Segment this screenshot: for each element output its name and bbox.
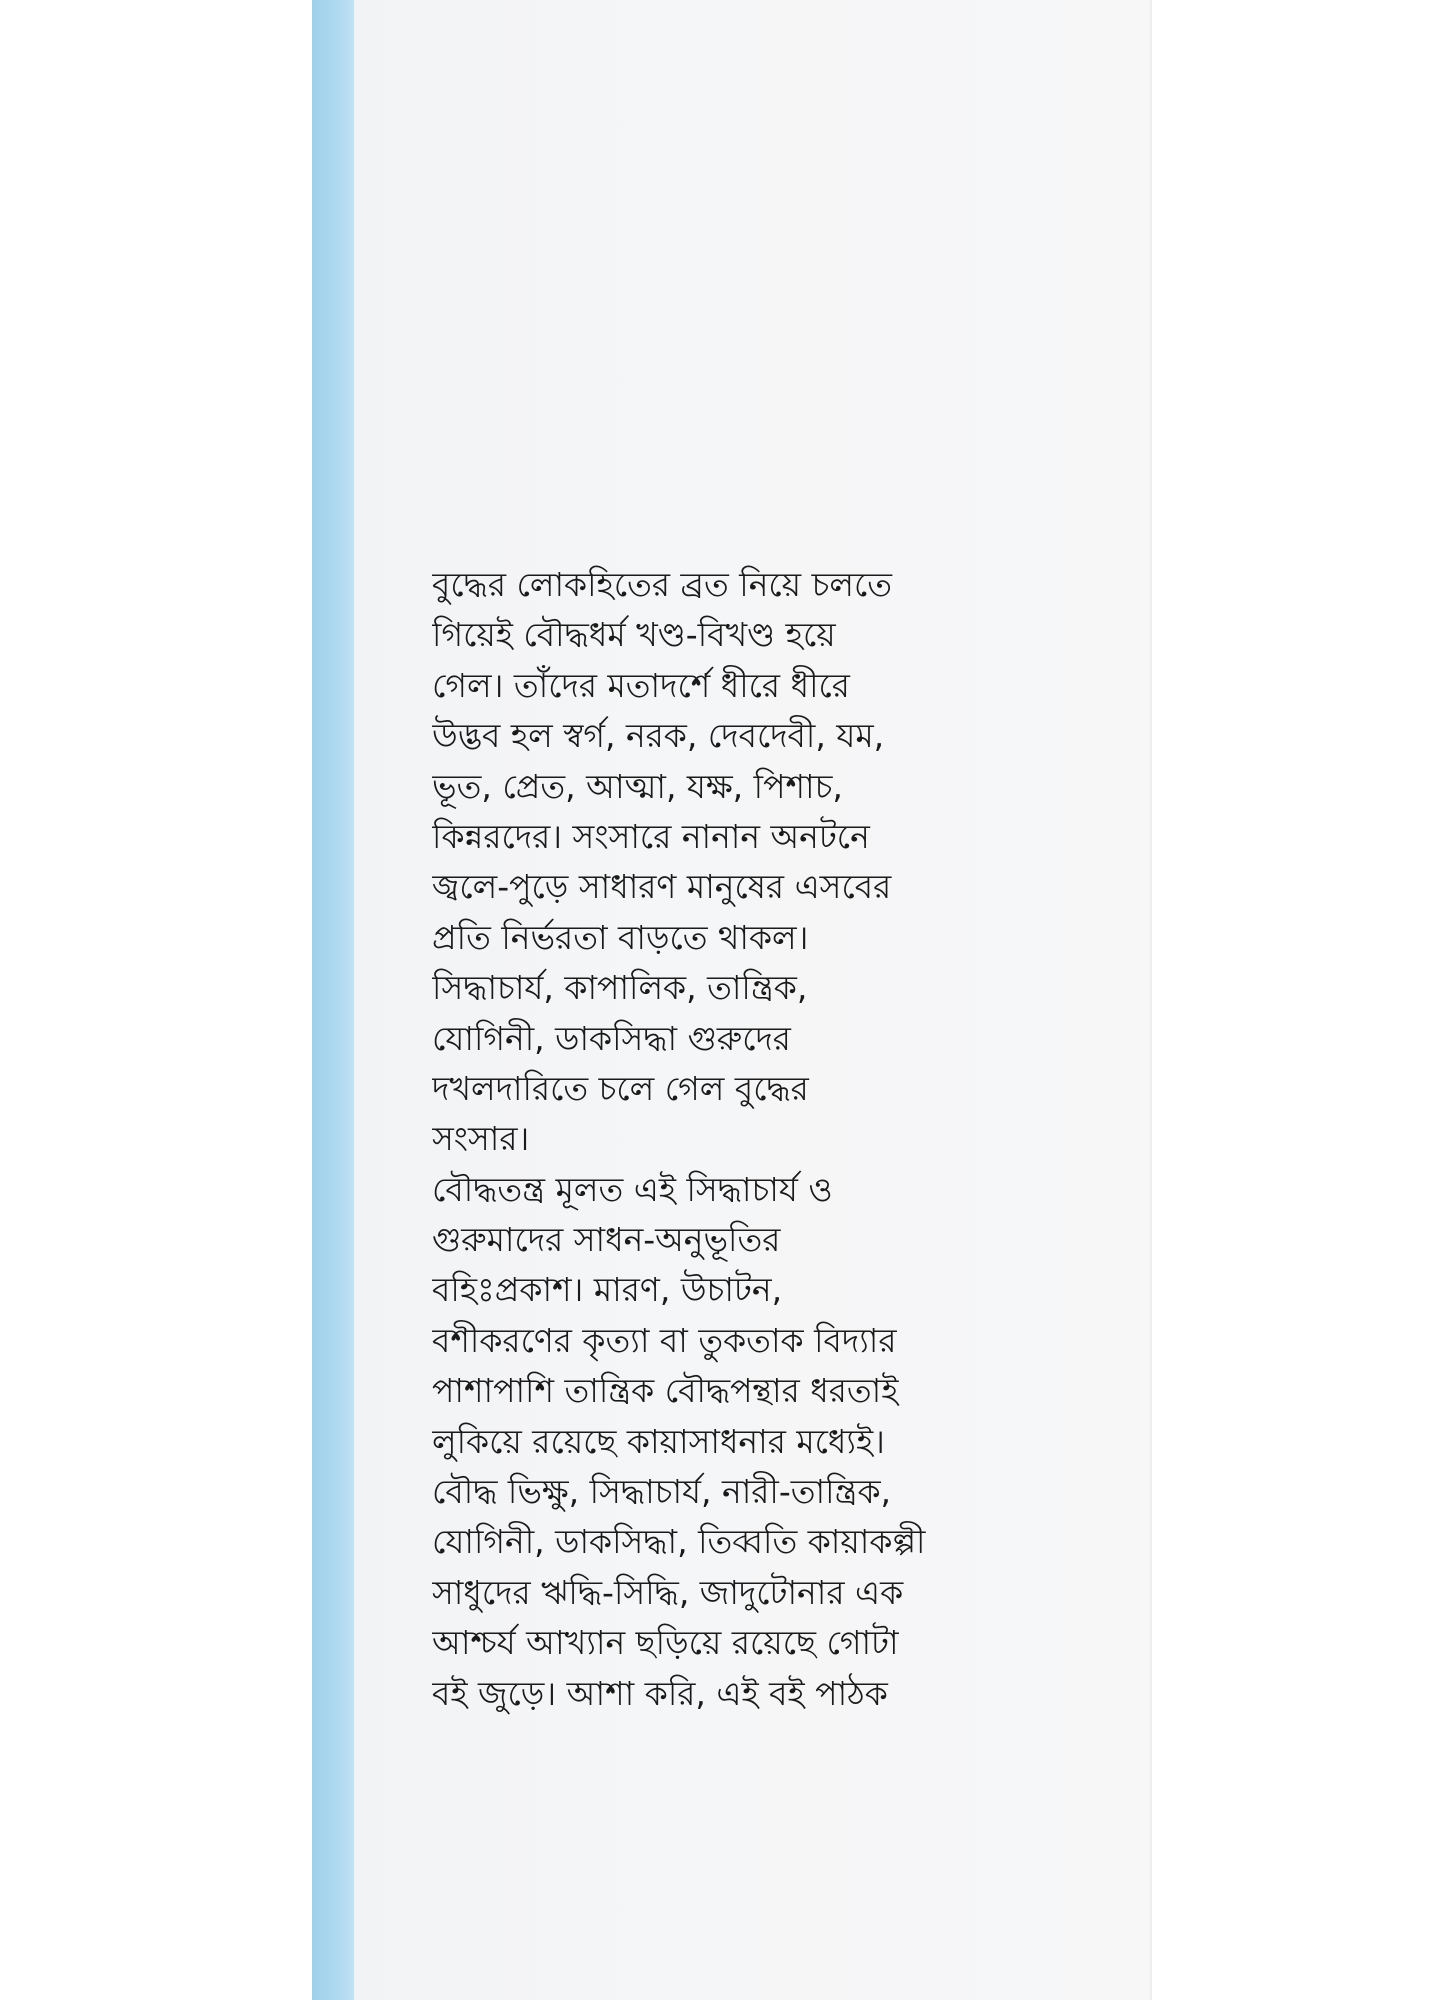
blurb-line: বশীকরণের কৃত্যা বা তুকতাক বিদ্যার bbox=[432, 1320, 897, 1360]
blurb-line: আশ্চর্য আখ্যান ছড়িয়ে রয়েছে গোটা bbox=[432, 1623, 899, 1663]
scan-margin-left bbox=[0, 0, 312, 2000]
blurb-line: বুদ্ধের লোকহিতের ব্রত নিয়ে চলতে bbox=[432, 565, 893, 604]
blurb-line: বহিঃপ্রকাশ। মারণ, উচাটন, bbox=[432, 1270, 783, 1310]
blurb-line: বৌদ্ধতন্ত্র মূলত এই সিদ্ধাচার্য ও bbox=[432, 1169, 833, 1209]
blurb-line: প্রতি নির্ভরতা বাড়তে থাকল। bbox=[432, 917, 809, 957]
blurb-line: বই জুড়ে। আশা করি, এই বই পাঠক bbox=[432, 1673, 888, 1713]
blurb-line: সাধুদের ঋদ্ধি-সিদ্ধি, জাদুটোনার এক bbox=[432, 1572, 904, 1612]
book-spine bbox=[312, 0, 354, 2000]
blurb-line: গিয়েই বৌদ্ধধর্ম খণ্ড-বিখণ্ড হয়ে bbox=[432, 615, 836, 655]
blurb-line: পাশাপাশি তান্ত্রিক বৌদ্ধপন্থার ধরতাই bbox=[432, 1371, 899, 1411]
blurb-line: কিন্নরদের। সংসারে নানান অনটনে bbox=[432, 816, 870, 856]
blurb-line: দখলদারিতে চলে গেল বুদ্ধের bbox=[432, 1068, 809, 1108]
scan-margin-right bbox=[1152, 0, 1429, 2000]
blurb-line: গুরুমাদের সাধন-অনুভূতির bbox=[432, 1220, 781, 1260]
blurb-line: সিদ্ধাচার্য, কাপালিক, তান্ত্রিক, bbox=[432, 968, 808, 1008]
blurb-line: সংসার। bbox=[432, 1119, 530, 1159]
blurb-line: উদ্ভব হল স্বর্গ, নরক, দেবদেবী, যম, bbox=[432, 716, 885, 756]
blurb-line: ভূত, প্রেত, আত্মা, যক্ষ, পিশাচ, bbox=[432, 766, 843, 806]
blurb-line: যোগিনী, ডাকসিদ্ধা, তিব্বতি কায়াকল্পী bbox=[432, 1522, 926, 1562]
blurb-line: বৌদ্ধ ভিক্ষু, সিদ্ধাচার্য, নারী-তান্ত্রিক, bbox=[432, 1472, 892, 1512]
blurb-line: লুকিয়ে রয়েছে কায়াসাধনার মধ্যেই। bbox=[432, 1421, 885, 1461]
blurb-line: জ্বলে-পুড়ে সাধারণ মানুষের এসবের bbox=[432, 867, 892, 907]
blurb-text bbox=[432, 560, 1072, 1719]
blurb-line: যোগিনী, ডাকসিদ্ধা গুরুদের bbox=[432, 1018, 791, 1058]
blurb-line: গেল। তাঁদের মতাদর্শে ধীরে ধীরে bbox=[432, 665, 850, 705]
